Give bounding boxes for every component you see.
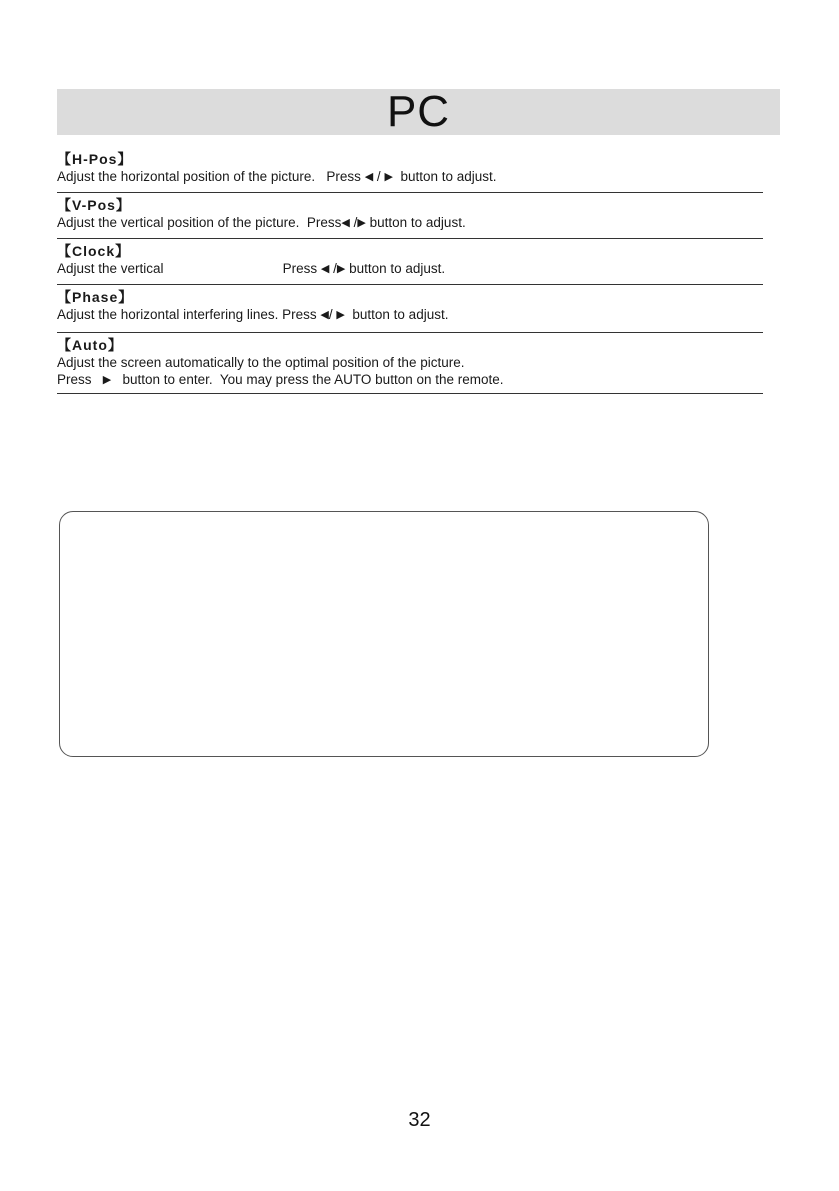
section-vpos — [57, 196, 763, 239]
section-auto — [57, 336, 763, 394]
left-arrow-icon: ◀ — [320, 263, 330, 275]
section-heading: 【Clock】 — [57, 243, 131, 259]
section-heading: 【Auto】 — [57, 337, 123, 353]
section-hpos — [57, 150, 763, 193]
section-description: Adjust the screen automatically to the optimal position of the picture. — [57, 355, 465, 370]
section-heading: 【Phase】 — [57, 289, 134, 305]
section-description: Adjust the horizontal interfering lines. Press ◀/ ▶ button to adjust. — [57, 307, 449, 322]
right-arrow-icon: ▶ — [384, 171, 393, 183]
right-arrow-icon: ▶ — [336, 263, 346, 275]
section-heading-label: Auto — [72, 337, 108, 353]
section-phase — [57, 288, 763, 333]
page-number: 32 — [408, 1109, 431, 1131]
right-arrow-icon: ▶ — [357, 217, 366, 229]
left-arrow-icon: ◀ — [320, 309, 329, 321]
section-heading-label: H-Pos — [72, 151, 118, 167]
left-arrow-icon: ◀ — [341, 217, 350, 229]
section-description: Adjust the vertical Press ◀ /▶ button to adjust. — [57, 261, 446, 276]
page-title: PC — [386, 87, 451, 136]
section-heading: 【V-Pos】 — [57, 197, 131, 213]
title-bar — [57, 89, 780, 135]
section-description-2: Press ▶ button to enter. You may press the AUTO button on the remote. — [57, 372, 504, 387]
section-heading-label: Phase — [72, 289, 119, 305]
right-arrow-icon: ▶ — [336, 309, 345, 321]
left-arrow-icon: ◀ — [364, 171, 374, 183]
section-heading-label: V-Pos — [72, 197, 116, 213]
section-clock — [57, 242, 763, 285]
section-heading: 【H-Pos】 — [57, 151, 133, 167]
section-description: Adjust the horizontal position of the picture. Press ◀ / ▶ button to adjust. — [57, 169, 497, 184]
right-arrow-icon: ▶ — [102, 374, 112, 386]
section-heading-label: Clock — [72, 243, 116, 259]
empty-illustration-frame — [59, 511, 709, 757]
section-description: Adjust the vertical position of the picture. Press◀ /▶ button to adjust. — [57, 215, 466, 230]
